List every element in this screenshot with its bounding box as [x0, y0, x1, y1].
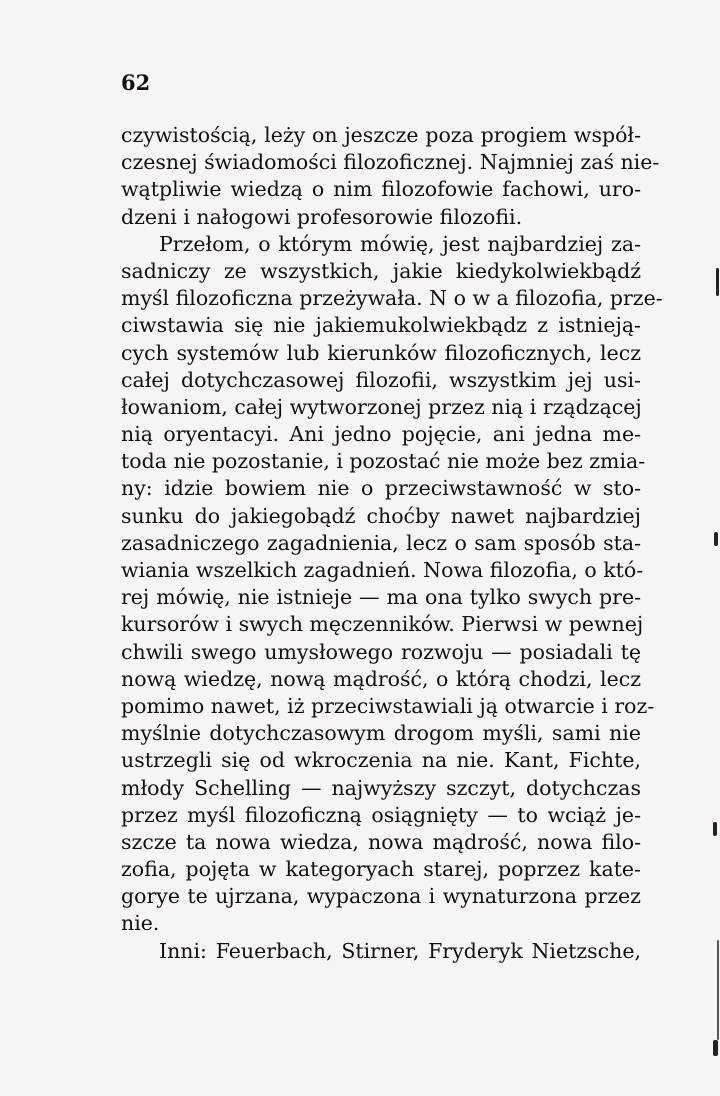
scan-edge-mark — [716, 268, 719, 296]
text-line: sadniczy ze wszystkich, jakie kiedykolwiekbądź — [121, 258, 641, 283]
text-line: gorye te ujrzana, wypaczona i wynaturzona przez — [121, 884, 641, 909]
body-text — [121, 122, 663, 965]
text-line: dzeni i nałogowi profesorowie filozofii. — [121, 204, 523, 229]
text-line: myślnie dotychczasowym drogom myśli, sami nie — [121, 721, 641, 746]
text-line: młody Schelling — najwyższy szczyt, dotychczas — [121, 775, 641, 800]
text-line: ustrzegli się od wkroczenia na nie. Kant, Fichte, — [121, 748, 641, 773]
text-line: chwili swego umysłowego rozwoju — posiadali tę — [121, 639, 641, 664]
text-line: rej mówię, nie istnieje — ma ona tylko swych pre- — [121, 585, 641, 610]
text-line: wątpliwie wiedzą o nim filozofowie fachowi, uro- — [121, 177, 641, 202]
scan-edge-mark — [714, 532, 718, 546]
text-line: ny: idzie bowiem nie o przeciwstawność w sto- — [121, 476, 641, 501]
text-line: myśl filozoficzna przeżywała. N o w a filozofia, prze- — [121, 286, 663, 311]
scan-edge-mark — [713, 1040, 718, 1056]
text-line: wiania wszelkich zagadnień. Nowa filozofia, o któ- — [121, 558, 644, 582]
text-line: pomimo nawet, iż przeciwstawiali ją otwarcie i roz- — [121, 693, 655, 718]
text-line: całej dotychczasowej filozofii, wszystkim jej usi- — [121, 367, 641, 392]
text-line: ciwstawia się nie jakiemukolwiekbądz z istnieją- — [121, 313, 641, 338]
text-line: nią oryentacyi. Ani jedno pojęcie, ani jedna me- — [121, 422, 641, 447]
text-line: nie. — [121, 911, 160, 936]
paragraph-start-line: Przełom, o którym mówię, jest najbardziej za- — [159, 231, 641, 256]
text-line: nową wiedzę, nową mądrość, o którą chodzi, lecz — [121, 666, 641, 691]
scan-edge-mark — [713, 822, 717, 836]
text-line: szcze ta nowa wiedza, nowa mądrość, nowa filo- — [121, 829, 641, 854]
text-line: cych systemów lub kierunków filozoficznych, lecz — [121, 340, 641, 365]
text-line: toda nie pozostanie, i pozostać nie może bez zmia- — [121, 449, 646, 474]
text-line: sunku do jakiegobądź choćby nawet najbardziej — [121, 503, 641, 528]
text-line: czesnej świadomości filozoficznej. Najmniej zaś nie- — [121, 150, 660, 175]
text-line: przez myśl filozoficzną osiągnięty — to wciąż je- — [121, 802, 641, 827]
text-line: kursorów i swych męczenników. Pierwsi w pewnej — [121, 612, 644, 637]
scan-edge-mark — [717, 940, 719, 1040]
text-line: zofia, pojęta w kategoryach starej, poprzez kate- — [121, 857, 641, 882]
paragraph-start-line: Inni: Feuerbach, Stirner, Fryderyk Nietzsche, — [159, 938, 641, 963]
text-line: zasadniczego zagadnienia, lecz o sam sposób sta- — [121, 530, 641, 555]
page-number: 62 — [121, 70, 151, 95]
text-line: łowaniom, całej wytworzonej przez nią i rządzącej — [121, 394, 642, 419]
text-line: czywistością, leży on jeszcze poza progiem współ- — [121, 123, 641, 147]
